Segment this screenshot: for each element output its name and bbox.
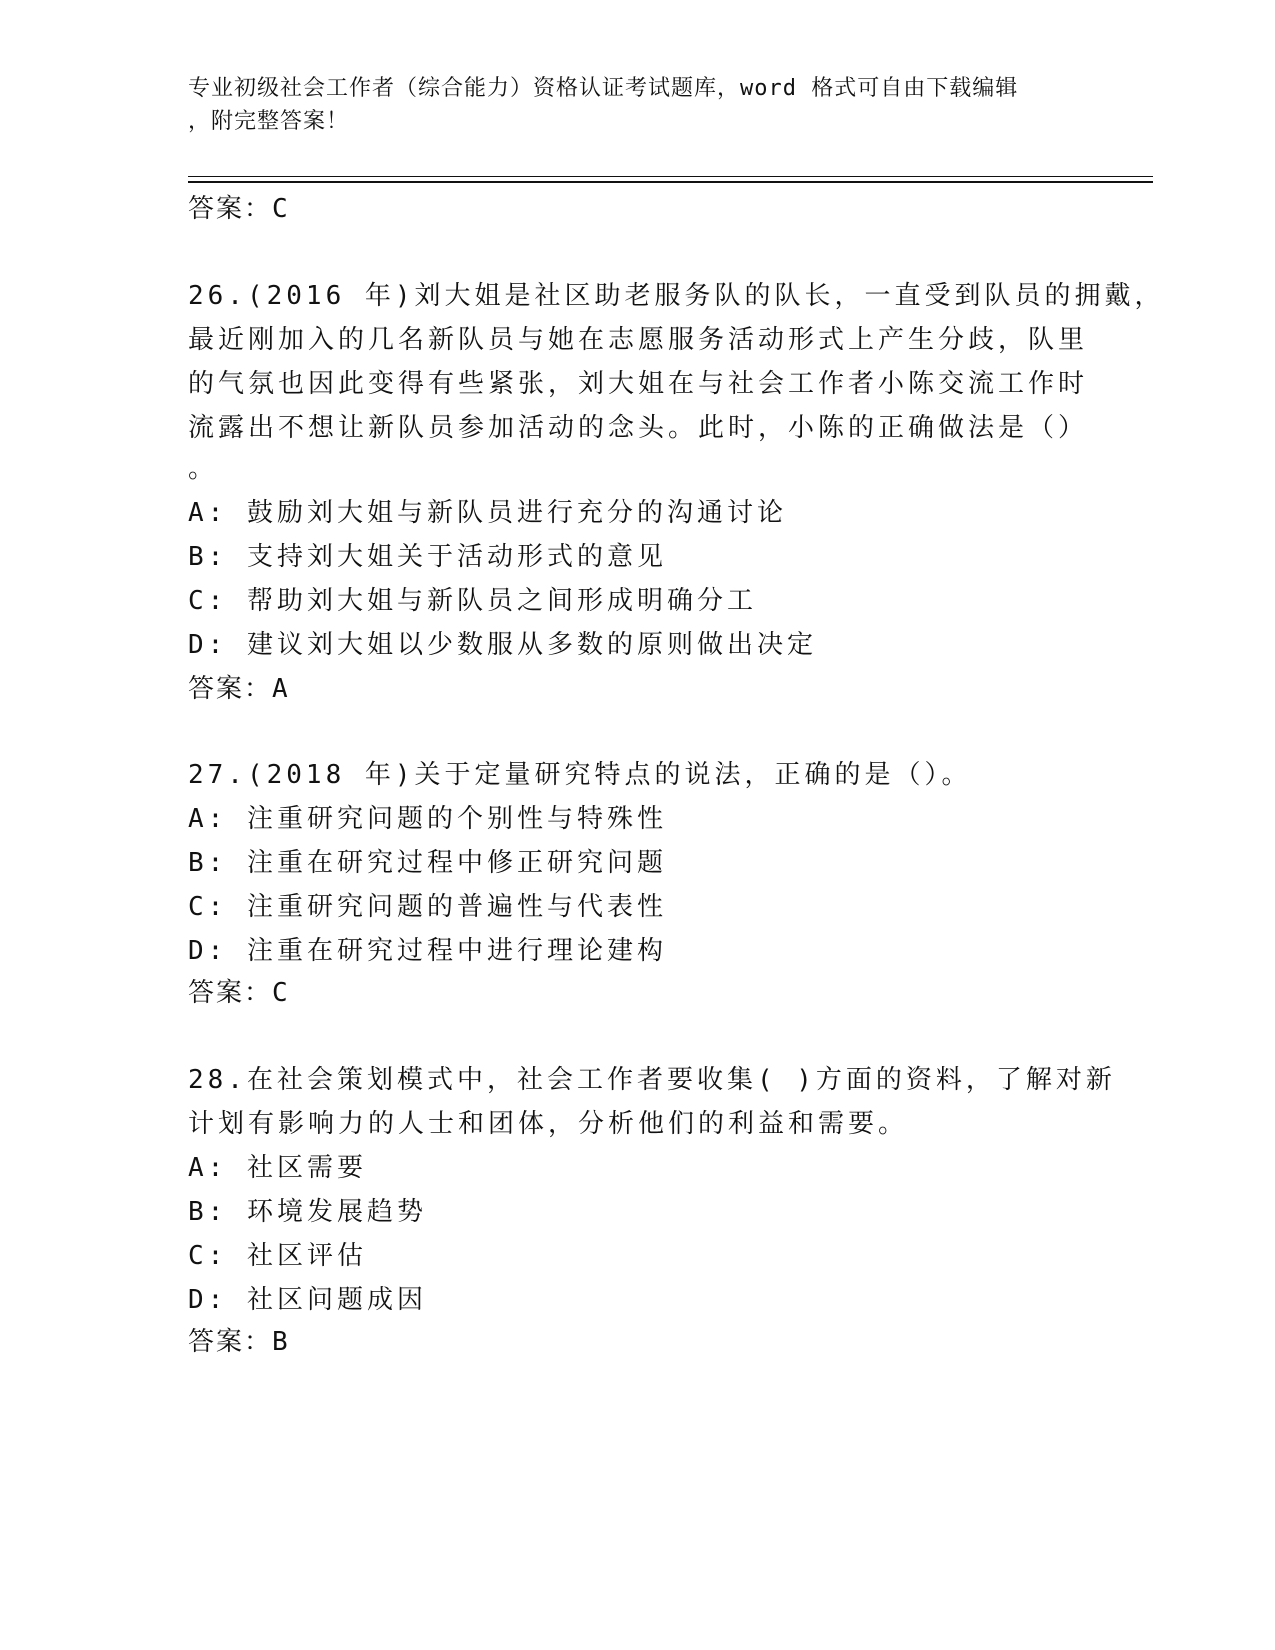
question-stem-line: 计划有影响力的人士和团体，分析他们的利益和需要。 xyxy=(188,1109,909,1139)
header-line-1: 专业初级社会工作者（综合能力）资格认证考试题库，word 格式可自由下载编辑 xyxy=(188,76,1019,101)
page-header xyxy=(188,72,1088,138)
answer-label: 答案： xyxy=(188,1327,273,1357)
answer-value: C xyxy=(272,978,290,1008)
header-divider-thin xyxy=(188,176,1153,177)
option-a: A: 注重研究问题的个别性与特殊性 xyxy=(188,804,667,834)
question-answer xyxy=(188,1327,290,1357)
answer-value: C xyxy=(272,194,290,224)
option-b: B: 注重在研究过程中修正研究问题 xyxy=(188,848,667,878)
header-line-2: ，附完整答案！ xyxy=(188,109,350,134)
question-stem-line: 的气氛也因此变得有些紧张，刘大姐在与社会工作者小陈交流工作时 xyxy=(188,369,1089,399)
option-c: C: 帮助刘大姐与新队员之间形成明确分工 xyxy=(188,586,757,616)
question-stem-line: 。 xyxy=(188,454,219,484)
answer-value: B xyxy=(272,1327,290,1357)
option-d: D: 社区问题成因 xyxy=(188,1285,427,1315)
answer-value: A xyxy=(272,674,290,704)
option-b: B: 支持刘大姐关于活动形式的意见 xyxy=(188,542,667,572)
answer-label: 答案： xyxy=(188,674,273,704)
option-c: C: 注重研究问题的普遍性与代表性 xyxy=(188,892,667,922)
question-stem-line: 28.在社会策划模式中，社会工作者要收集( )方面的资料，了解对新 xyxy=(188,1065,1116,1095)
question-stem-line: 26.(2016 年)刘大姐是社区助老服务队的队长，一直受到队员的拥戴， xyxy=(188,281,1165,311)
question-answer xyxy=(188,978,290,1008)
answer-label: 答案： xyxy=(188,978,273,1008)
question-answer xyxy=(188,674,290,704)
question-stem-line: 流露出不想让新队员参加活动的念头。此时，小陈的正确做法是（） xyxy=(188,413,1089,443)
question-stem-line: 最近刚加入的几名新队员与她在志愿服务活动形式上产生分歧，队里 xyxy=(188,325,1089,355)
option-d: D: 建议刘大姐以少数服从多数的原则做出决定 xyxy=(188,630,817,660)
option-d: D: 注重在研究过程中进行理论建构 xyxy=(188,936,667,966)
option-a: A: 社区需要 xyxy=(188,1153,367,1183)
question-stem-line: 27.(2018 年)关于定量研究特点的说法，正确的是（）。 xyxy=(188,760,972,790)
header-divider-thick xyxy=(188,181,1153,183)
answer-label: 答案： xyxy=(188,194,273,224)
option-a: A: 鼓励刘大姐与新队员进行充分的沟通讨论 xyxy=(188,498,787,528)
option-b: B: 环境发展趋势 xyxy=(188,1197,427,1227)
previous-answer xyxy=(188,194,290,224)
option-c: C: 社区评估 xyxy=(188,1241,367,1271)
